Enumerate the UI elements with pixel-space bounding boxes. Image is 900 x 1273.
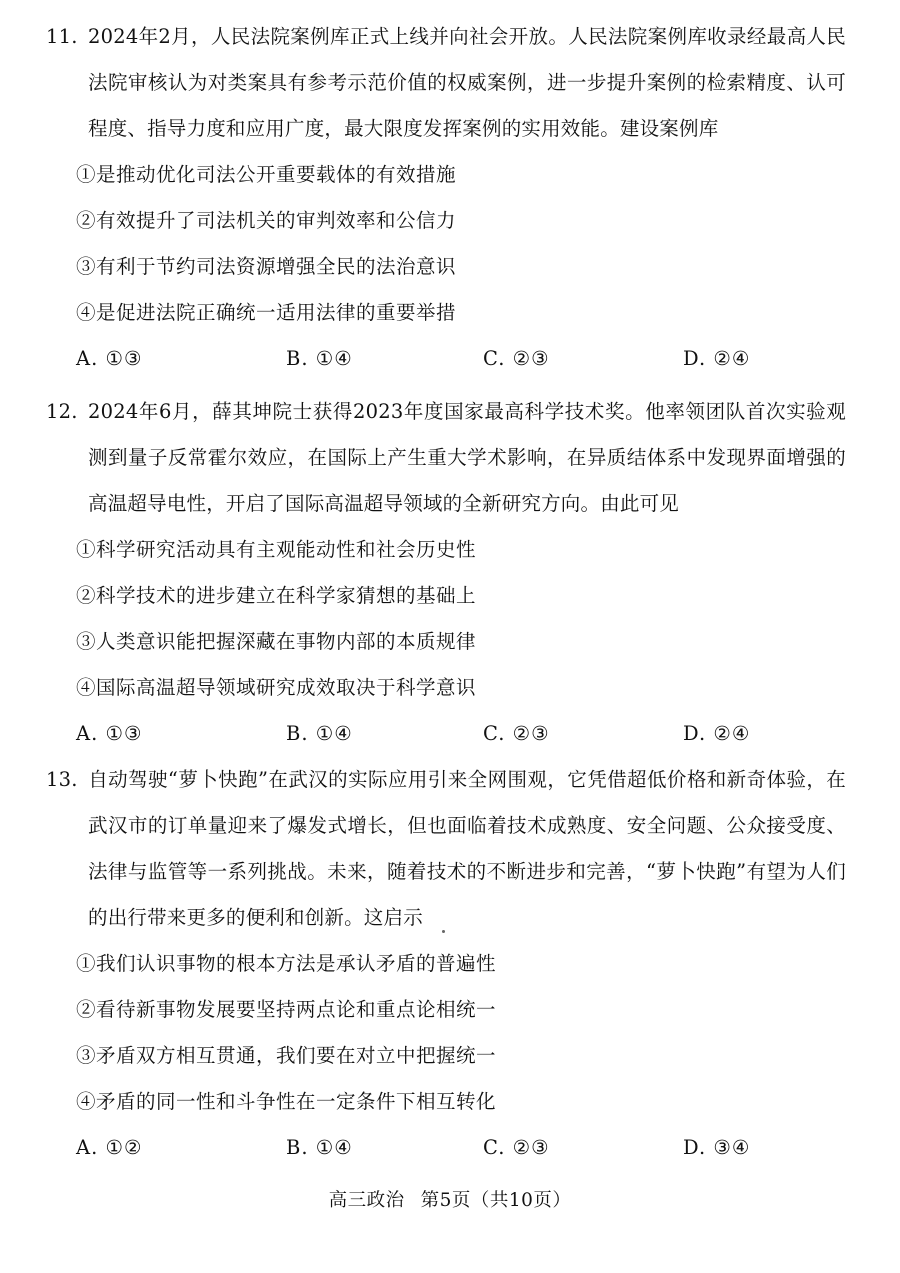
question-stem bbox=[46, 14, 846, 152]
scan-speck bbox=[442, 930, 445, 933]
choice-a: A. ①② bbox=[76, 1136, 143, 1159]
question-stem bbox=[46, 389, 846, 527]
choice-c: C. ②③ bbox=[483, 347, 550, 370]
footer-subject: 高三政治 bbox=[328, 1190, 405, 1211]
statement-2: ②有效提升了司法机关的审判效率和公信力 bbox=[76, 209, 457, 232]
answer-choices bbox=[46, 336, 846, 382]
question-11 bbox=[46, 14, 846, 382]
choice-a: A. ①③ bbox=[76, 722, 143, 745]
answer-choices bbox=[46, 1125, 846, 1171]
choice-b: B. ①④ bbox=[286, 347, 353, 370]
question-number: 12. bbox=[46, 400, 78, 423]
question-number: 11. bbox=[46, 25, 78, 48]
statement-2: ②看待新事物发展要坚持两点论和重点论相统一 bbox=[76, 998, 497, 1021]
choice-d: D. ②④ bbox=[683, 347, 751, 370]
choice-b: B. ①④ bbox=[286, 722, 353, 745]
choice-c: C. ②③ bbox=[483, 722, 550, 745]
question-number: 13. bbox=[46, 768, 78, 791]
footer-page-number: 第5页（共10页） bbox=[420, 1190, 572, 1211]
question-text: 自动驾驶“萝卜快跑”在武汉的实际应用引来全网围观，它凭借超低价格和新奇体验，在武汉市的订单量迎来了爆发式增长，但也面临着技术成熟度、安全问题、公众接受度、法律与监管等一系列挑战。未来，随着技术的不断进步和完善，“萝卜快跑”有望为人们的出行带来更多的便利和创新。这启示 bbox=[88, 768, 846, 929]
question-12 bbox=[46, 389, 846, 757]
choice-d: D. ②④ bbox=[683, 722, 751, 745]
statement-1: ①我们认识事物的根本方法是承认矛盾的普遍性 bbox=[76, 952, 497, 975]
question-13 bbox=[46, 757, 846, 1171]
statement-1: ①是推动优化司法公开重要载体的有效措施 bbox=[76, 163, 457, 186]
question-text: 2024年2月，人民法院案例库正式上线并向社会开放。人民法院案例库收录经最高人民法院审核认为对类案具有参考示范价值的权威案例，进一步提升案例的检索精度、认可程度、指导力度和应用广度，最大限度发挥案例的实用效能。建设案例库 bbox=[88, 25, 846, 140]
choice-a: A. ①③ bbox=[76, 347, 143, 370]
question-stem bbox=[46, 757, 846, 941]
choice-c: C. ②③ bbox=[483, 1136, 550, 1159]
statement-3: ③人类意识能把握深藏在事物内部的本质规律 bbox=[76, 630, 477, 653]
statement-3: ③矛盾双方相互贯通，我们要在对立中把握统一 bbox=[76, 1044, 497, 1067]
statement-2: ②科学技术的进步建立在科学家猜想的基础上 bbox=[76, 584, 477, 607]
choice-d: D. ③④ bbox=[683, 1136, 751, 1159]
statement-1: ①科学研究活动具有主观能动性和社会历史性 bbox=[76, 538, 477, 561]
statement-4: ④国际高温超导领域研究成效取决于科学意识 bbox=[76, 676, 477, 699]
page-footer bbox=[0, 1186, 900, 1216]
answer-choices bbox=[46, 711, 846, 757]
statement-4: ④是促进法院正确统一适用法律的重要举措 bbox=[76, 301, 457, 324]
statement-3: ③有利于节约司法资源增强全民的法治意识 bbox=[76, 255, 457, 278]
statement-4: ④矛盾的同一性和斗争性在一定条件下相互转化 bbox=[76, 1090, 497, 1113]
choice-b: B. ①④ bbox=[286, 1136, 353, 1159]
question-text: 2024年6月，薛其坤院士获得2023年度国家最高科学技术奖。他率领团队首次实验观测到量子反常霍尔效应，在国际上产生重大学术影响，在异质结体系中发现界面增强的高温超导电性，开启了国际高温超导领域的全新研究方向。由此可见 bbox=[88, 400, 846, 515]
